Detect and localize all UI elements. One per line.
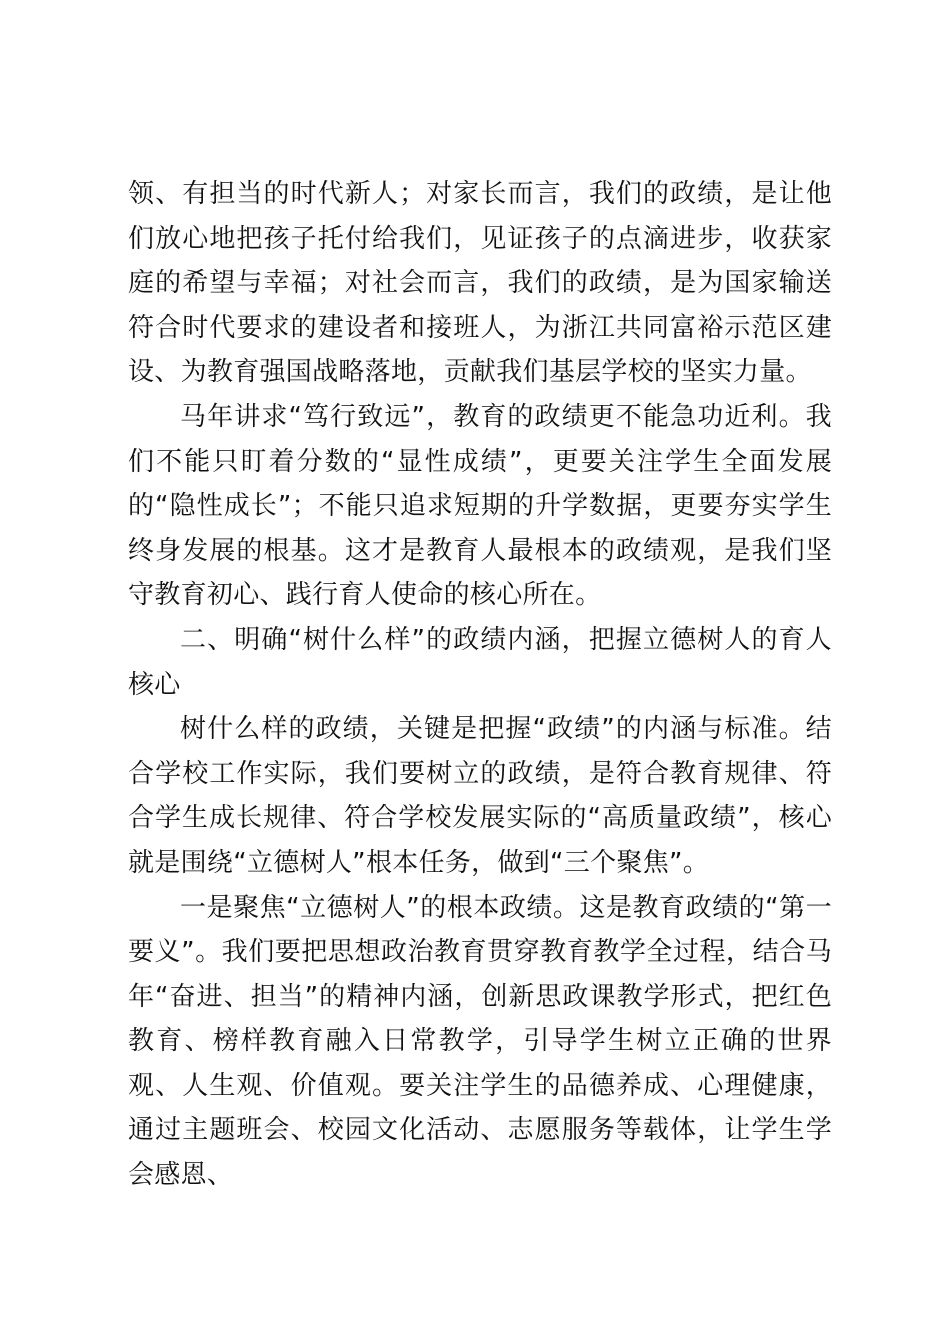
paragraph-political-view: 马年讲求“笃行致远”，教育的政绩更不能急功近利。我们不能只盯着分数的“显性成绩”，更要关注学生全面发展的“隐性成长”；不能只追求短期的升学数据，更要夯实学生终身发展的根基。这才是教育人最根本的政绩观，是我们坚守教育初心、践行育人使命的核心所在。 <box>128 401 832 611</box>
document-body <box>128 172 832 1198</box>
section-heading-2: 二、明确“树什么样”的政绩内涵，把握立德树人的育人核心 <box>128 624 832 700</box>
paragraph-first-focus: 一是聚焦“立德树人”的根本政绩。这是教育政绩的“第一要义”。我们要把思想政治教育贯穿教育教学全过程，结合马年“奋进、担当”的精神内涵，创新思政课教学形式，把红色教育、榜样教育融入日常教学，引导学生树立正确的世界观、人生观、价值观。要关注学生的品德养成、心理健康，通过主题班会、校园文化活动、志愿服务等载体，让学生学会感恩、 <box>128 892 832 1191</box>
paragraph-achievement-meaning: 树什么样的政绩，关键是把握“政绩”的内涵与标准。结合学校工作实际，我们要树立的政绩，是符合教育规律、符合学生成长规律、符合学校发展实际的“高质量政绩”，核心就是围绕“立德树人”根本任务，做到“三个聚焦”。 <box>128 714 832 878</box>
paragraph-continuation: 领、有担当的时代新人；对家长而言，我们的政绩，是让他们放心地把孩子托付给我们，见证孩子的点滴进步，收获家庭的希望与幸福；对社会而言，我们的政绩，是为国家输送符合时代要求的建设者和接班人，为浙江共同富裕示范区建设、为教育强国战略落地，贡献我们基层学校的坚实力量。 <box>128 179 832 388</box>
